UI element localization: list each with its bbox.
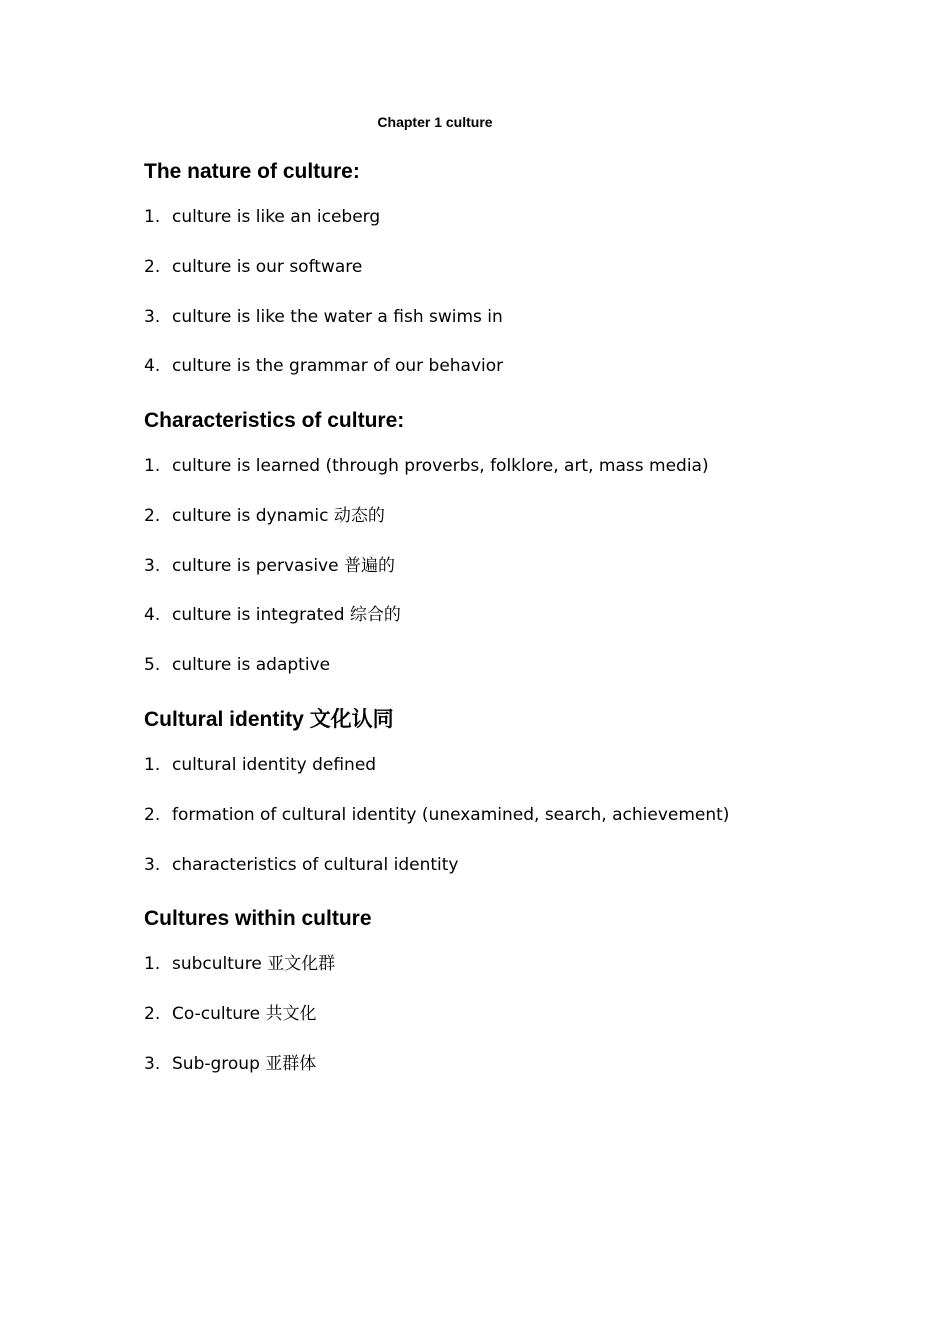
- section-heading: Cultural identity 文化认同: [144, 708, 394, 731]
- list-number: 3.: [144, 306, 161, 327]
- numbered-list: [144, 454, 864, 703]
- section-heading: Characteristics of culture:: [144, 409, 405, 432]
- list-item: [144, 255, 864, 305]
- list-item-text: culture is the grammar of our behavior: [172, 356, 504, 377]
- list-item: [144, 454, 864, 504]
- list-item-text: cultural identity defined: [172, 755, 377, 775]
- list-item: [144, 603, 864, 653]
- document-title: Chapter 1 culture: [377, 114, 493, 130]
- list-item-text: culture is learned (through proverbs, folklore, art, mass media): [172, 456, 709, 476]
- list-number: 1.: [144, 456, 161, 476]
- list-item: [144, 554, 864, 604]
- list-item: [144, 853, 864, 903]
- list-item: [144, 354, 864, 404]
- section-cultures-within-culture: [144, 906, 864, 1101]
- section-nature-of-culture: [144, 159, 864, 404]
- section-heading: Cultures within culture: [144, 907, 372, 930]
- numbered-list: [144, 952, 864, 1101]
- list-item-text: formation of cultural identity (unexamined, search, achievement): [172, 804, 730, 825]
- list-item: [144, 1002, 864, 1052]
- list-item-text: culture is like the water a fish swims in: [172, 306, 503, 327]
- list-item-text: culture is our software: [172, 256, 363, 277]
- list-item-text: Sub-group 亚群体: [172, 1053, 317, 1074]
- list-number: 2.: [144, 804, 161, 825]
- list-number: 1.: [144, 755, 161, 775]
- list-item: [144, 305, 864, 355]
- numbered-list: [144, 753, 864, 902]
- list-item-text: culture is adaptive: [172, 655, 331, 676]
- list-item: [144, 952, 864, 1002]
- section-characteristics-of-culture: [144, 408, 864, 703]
- list-number: 2.: [144, 1003, 161, 1024]
- list-number: 4.: [144, 356, 161, 377]
- list-item-text: culture is dynamic 动态的: [172, 505, 385, 526]
- list-item-text: culture is pervasive 普遍的: [172, 555, 395, 576]
- section-heading: The nature of culture:: [144, 160, 360, 183]
- list-number: 5.: [144, 655, 161, 676]
- list-number: 1.: [144, 207, 161, 227]
- list-item: [144, 1052, 864, 1102]
- list-number: 3.: [144, 555, 161, 576]
- numbered-list: [144, 205, 864, 404]
- list-item-text: Co-culture 共文化: [172, 1003, 317, 1024]
- list-item: [144, 504, 864, 554]
- list-number: 4.: [144, 605, 161, 626]
- list-item: [144, 653, 864, 703]
- list-item-text: subculture 亚文化群: [172, 954, 336, 974]
- list-item: [144, 753, 864, 803]
- list-number: 2.: [144, 505, 161, 526]
- section-cultural-identity: [144, 707, 864, 902]
- list-number: 3.: [144, 854, 161, 875]
- list-item-text: culture is integrated 综合的: [172, 605, 401, 626]
- list-number: 3.: [144, 1053, 161, 1074]
- list-item: [144, 205, 864, 255]
- list-item-text: characteristics of cultural identity: [172, 854, 459, 875]
- list-number: 2.: [144, 256, 161, 277]
- list-item-text: culture is like an iceberg: [172, 207, 381, 227]
- list-number: 1.: [144, 954, 161, 974]
- list-item: [144, 803, 864, 853]
